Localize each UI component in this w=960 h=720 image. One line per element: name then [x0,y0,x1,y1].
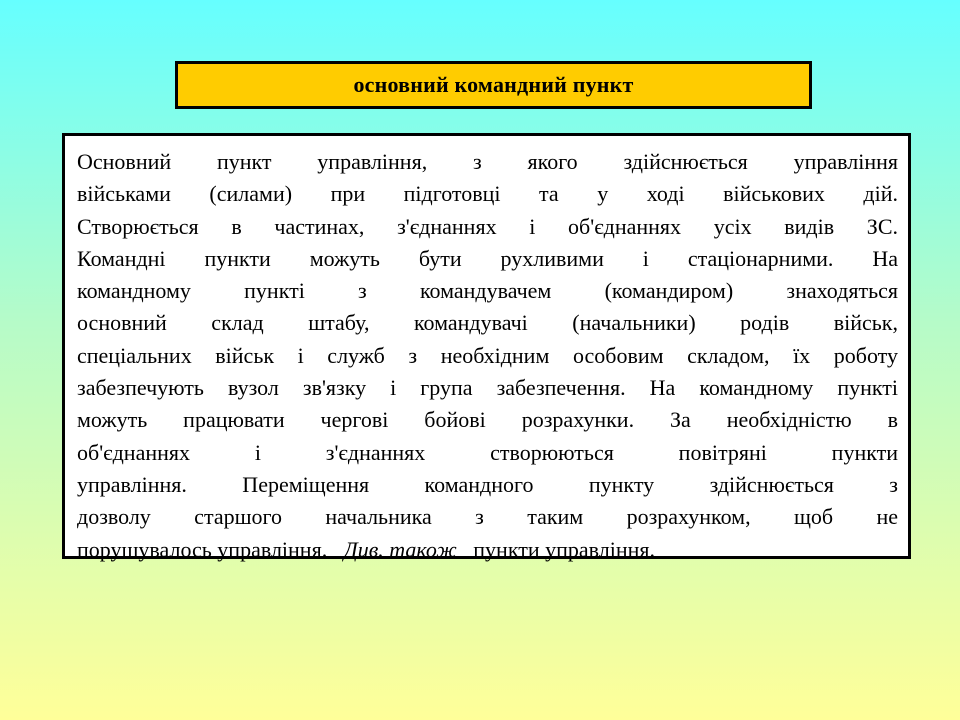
text-line-8: забезпечують вузол зв'язку і група забезпечення. На командному пункті [77,375,898,401]
text-line-3: Створюється в частинах, з'єднаннях і об'єднаннях усіх видів ЗС. [77,213,898,239]
see-also-label: Див. також [343,536,457,562]
definition-text-box [62,133,911,562]
slide-title: основний командний пункт [353,72,634,97]
text-line-9: можуть працювати чергові бойові розрахунки. За необхідністю в [77,407,898,433]
text-line-11: управління. Переміщення командного пункту здійснюється з [77,471,898,497]
text-line-12: дозволу старшого начальника з таким розрахунком, щоб не [77,504,898,530]
last-line-text: порушувалось управління. [77,536,328,562]
see-also-reference: пункти управління. [473,536,656,562]
text-line-5: командному пункті з командувачем (командиром) знаходяться [77,278,898,304]
title-banner [175,61,812,109]
text-line-6: основний склад штабу, командувачі (начальники) родів військ, [77,310,898,336]
text-line-13 [77,534,898,566]
text-line-2: військами (силами) при підготовці та у ході військових дій. [77,181,898,207]
text-line-1: Основний пункт управління, з якого здійснюється управління [77,149,898,174]
text-line-7: спеціальних військ і служб з необхідним особовим складом, їх роботу [77,342,898,368]
text-line-10: об'єднаннях і з'єднаннях створюються повітряні пункти [77,439,898,465]
text-line-4: Командні пункти можуть бути рухливими і стаціонарними. На [77,245,898,271]
